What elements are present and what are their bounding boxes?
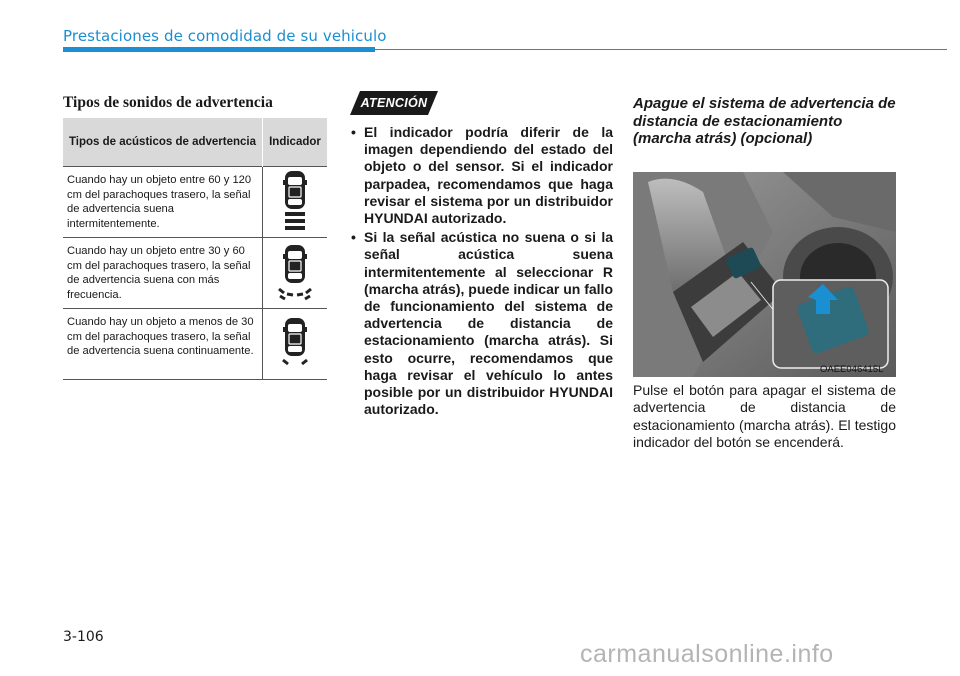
instruction-paragraph: Pulse el botón para apagar el sistema de advertencia de distancia de estacionamiento (marcha atrás). El testigo indicador del botón se encenderá. [633, 382, 896, 451]
table-row [63, 238, 327, 309]
table-header-type: Tipos de acústicos de advertencia [63, 118, 263, 167]
photo-code: OAEE046415L [820, 364, 884, 375]
caution-list [349, 124, 613, 420]
table-cell-text: Cuando hay un objeto entre 30 y 60 cm del parachoques trasero, la señal de advertencia suena con más frecuencia. [63, 238, 263, 309]
table-row [63, 167, 327, 238]
caution-badge [350, 91, 438, 115]
car-rear-sensor-near-icon [277, 316, 313, 372]
list-item: • Si la señal acústica no suena o si la señal acústica suena intermitentemente al seleccionar R (marcha atrás), puede indicar un fallo de funcionamiento del sistema de advertencia de distancia de estacionamiento (marcha atrás). Si esto ocurre, recomendamos que haga revisar el vehículo lo antes posible por un distribuidor HYUNDAI autorizado. [351, 229, 613, 418]
warning-sounds-table [63, 118, 327, 380]
header-rule-accent [63, 47, 375, 52]
section-header-title: Prestaciones de comodidad de su vehiculo [63, 27, 387, 45]
caution-text: El indicador podría diferir de la imagen dependiendo del estado del objeto o del sensor. Si el indicador parpadea, recomendamos que haga revisar el sistema por un distribuidor HYUNDAI autorizado. [364, 124, 613, 227]
watermark: carmanualsonline.info [580, 640, 834, 668]
car-rear-sensor-far-icon [280, 169, 310, 235]
list-item: • El indicador podría diferir de la imagen dependiendo del estado del objeto o del sensor. Si el indicador parpadea, recomendamos que haga revisar el sistema por un distribuidor HYUNDAI autorizado. [351, 124, 613, 227]
car-rear-sensor-mid-icon [275, 243, 315, 303]
subsection-heading: Apague el sistema de advertencia de distancia de estacionamiento (marcha atrás) (opcional) [633, 95, 896, 147]
caution-badge-label: ATENCIÓN [360, 96, 428, 110]
console-button-photo [633, 172, 896, 377]
table-header-indicator: Indicador [263, 118, 328, 167]
section-heading: Tipos de sonidos de advertencia [63, 94, 273, 111]
header-rule [375, 49, 947, 50]
table-cell-text: Cuando hay un objeto entre 60 y 120 cm del parachoques trasero, la señal de advertencia suena intermitentemente. [63, 167, 263, 238]
table-row [63, 309, 327, 380]
caution-text: Si la señal acústica no suena o si la señal acústica suena intermitentemente al seleccionar R (marcha atrás), puede indicar un fallo de funcionamiento del sistema de advertencia de distancia de estacionamiento (marcha atrás). Si esto ocurre, recomendamos que haga revisar el vehículo lo antes posible por un distribuidor HYUNDAI autorizado. [364, 229, 613, 418]
page-number: 3-106 [63, 629, 104, 645]
table-cell-text: Cuando hay un objeto a menos de 30 cm del parachoques trasero, la señal de advertencia suena continuamente. [63, 309, 263, 380]
